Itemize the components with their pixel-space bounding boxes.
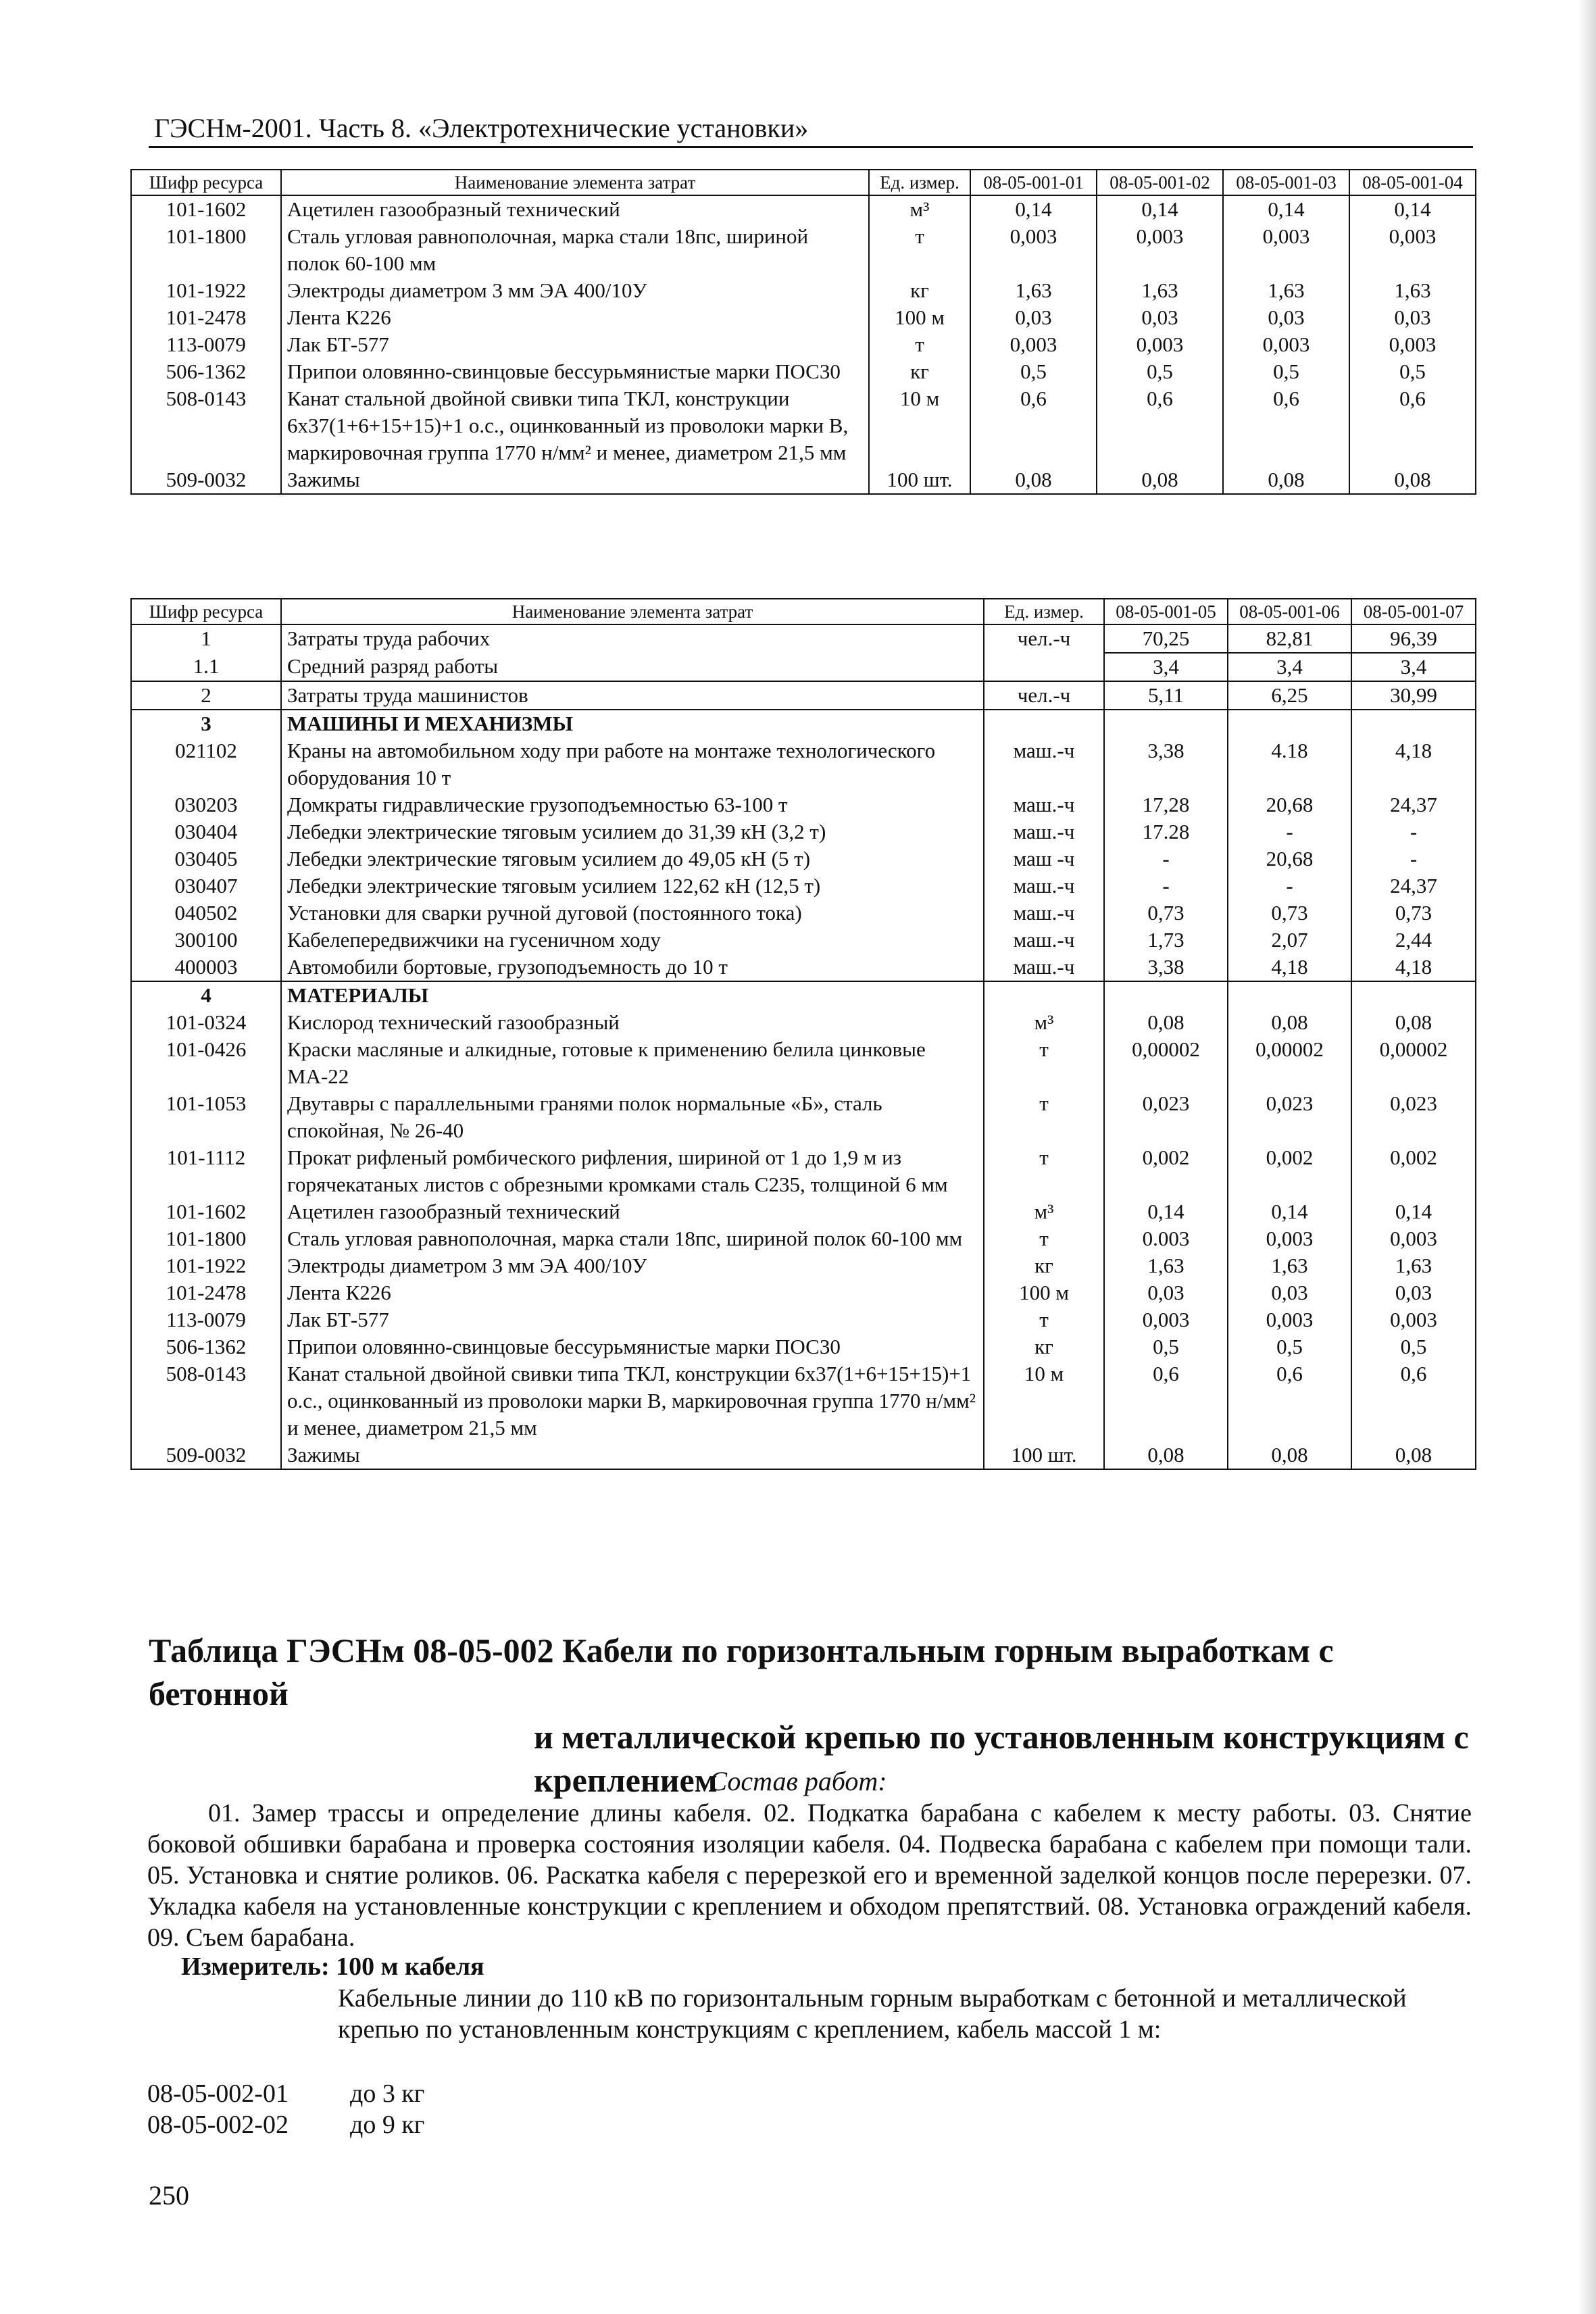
table-row — [131, 1252, 1476, 1279]
header-col2: 08-05-001-06 — [1228, 599, 1351, 624]
cell-name: Сталь угловая равнополочная, марка стали 18пс, шириной полок 60-100 мм — [281, 223, 869, 277]
cell-name: Лебедки электрические тяговым усилием 122,62 кН (12,5 т) — [281, 872, 984, 900]
cell-value: 0,003 — [970, 223, 1097, 277]
cell-name: Домкраты гидравлические грузоподъемностью 63-100 т — [281, 791, 984, 818]
cell-name: Электроды диаметром 3 мм ЭА 400/10У — [281, 277, 869, 304]
cell-unit: кг — [869, 277, 970, 304]
table-row — [131, 900, 1476, 927]
cell-value: 24,37 — [1351, 791, 1476, 818]
cell-name: Автомобили бортовые, грузоподъемность до 10 т — [281, 954, 984, 981]
cell-value: 3,4 — [1228, 653, 1351, 681]
header-col1: 08-05-001-05 — [1104, 599, 1228, 624]
cell-unit: маш.-ч — [984, 872, 1104, 900]
header-code: Шифр ресурса — [131, 170, 281, 195]
page-edge-shadow — [1578, 0, 1596, 2314]
cell-unit: 10 м — [869, 385, 970, 466]
cell-name: Краны на автомобильном ходу при работе на монтаже технологического оборудования 10 т — [281, 737, 984, 791]
cell-value: 4,18 — [1228, 954, 1351, 981]
cell-value: - — [1228, 872, 1351, 900]
cell-value: 17.28 — [1104, 818, 1228, 845]
table-row — [131, 1442, 1476, 1469]
cell-name: Прокат рифленый ромбического рифления, шириной от 1 до 1,9 м из горячекатаных листов с обрезными кромками сталь С235, толщиной 6 мм — [281, 1144, 984, 1198]
header-col4: 08-05-001-04 — [1349, 170, 1476, 195]
cell-value: 0,003 — [1351, 1306, 1476, 1333]
cell-value: - — [1351, 845, 1476, 872]
cell-value: 1,63 — [1223, 277, 1349, 304]
cell-value: 1,63 — [1349, 277, 1476, 304]
cell-value: 4,18 — [1351, 954, 1476, 981]
table-row — [131, 845, 1476, 872]
cell-value: 0,003 — [1351, 1225, 1476, 1252]
cell-code: 021102 — [131, 737, 281, 791]
cell-unit: маш.-ч — [984, 791, 1104, 818]
cell-unit: кг — [869, 358, 970, 385]
cell-value: 0,5 — [1104, 1333, 1228, 1360]
cell-code: 101-1053 — [131, 1090, 281, 1144]
cell-code: 040502 — [131, 900, 281, 927]
cell-value: 0,023 — [1351, 1090, 1476, 1144]
cell-value: 1,63 — [1351, 1252, 1476, 1279]
cell-code: 101-1800 — [131, 223, 281, 277]
cell-value: 0,03 — [1228, 1279, 1351, 1306]
cell-value: 0,00002 — [1104, 1036, 1228, 1090]
cell-name: Сталь угловая равнополочная, марка стали 18пс, шириной полок 60-100 мм — [281, 1225, 984, 1252]
cell-value: 0,14 — [1223, 195, 1349, 223]
table-row — [131, 358, 1476, 385]
cell-code: 113-0079 — [131, 331, 281, 358]
table-row — [131, 331, 1476, 358]
cell-name: Затраты труда машинистов — [281, 681, 984, 710]
cell-unit: т — [984, 1036, 1104, 1090]
cell-value: 0,08 — [1351, 1009, 1476, 1036]
cell-code: 2 — [131, 681, 281, 710]
cell-value — [1228, 981, 1351, 1009]
cell-unit: 10 м — [984, 1360, 1104, 1442]
cell-value: 24,37 — [1351, 872, 1476, 900]
header-name: Наименование элемента затрат — [281, 599, 984, 624]
cell-value: 0,00002 — [1228, 1036, 1351, 1090]
cell-name: МАШИНЫ И МЕХАНИЗМЫ — [281, 710, 984, 737]
cell-value: 0,003 — [1228, 1225, 1351, 1252]
cell-name: Установки для сварки ручной дуговой (постоянного тока) — [281, 900, 984, 927]
cell-value: 0,003 — [1349, 223, 1476, 277]
table-row — [131, 1360, 1476, 1442]
cell-value: 0,73 — [1104, 900, 1228, 927]
cell-value: 2,07 — [1228, 927, 1351, 954]
cell-value: 20,68 — [1228, 791, 1351, 818]
cell-value: 0,5 — [1349, 358, 1476, 385]
cell-code: 101-2478 — [131, 1279, 281, 1306]
cell-value: - — [1351, 818, 1476, 845]
cell-code: 030405 — [131, 845, 281, 872]
running-title: ГЭСНм-2001. Часть 8. «Электротехнические установки» — [154, 113, 809, 143]
cell-code: 300100 — [131, 927, 281, 954]
cell-value: 0,14 — [1228, 1198, 1351, 1225]
cell-name: Канат стальной двойной свивки типа ТКЛ, конструкции 6х37(1+6+15+15)+1 о.с., оцинкованный из проволоки марки В, маркировочная группа 1770 н/мм² и менее, диаметром 21,5 мм — [281, 1360, 984, 1442]
cell-value — [1351, 710, 1476, 737]
cell-value: 0,003 — [1228, 1306, 1351, 1333]
section-title-line: креплением — [534, 1761, 718, 1799]
cell-unit: маш.-ч — [984, 954, 1104, 981]
norm-code-row — [147, 2110, 424, 2140]
cell-value: 0,00002 — [1351, 1036, 1476, 1090]
composition-text: 01. Замер трассы и определение длины кабеля. 02. Подкатка барабана с кабелем к месту работы. 03. Снятие боковой обшивки барабана и проверка состояния изоляции кабеля. 04. Подвеска барабана с кабелем при помощи тали. 05. Установка и снятие роликов. 06. Раскатка кабеля с перерезкой его и временной заделкой концов после перерезки. 07. Укладка кабеля на установленные конструкции с креплением и обходом препятствий. 08. Установка ограждений кабеля. 09. Съем барабана. — [147, 1799, 1472, 1952]
cell-value: - — [1104, 872, 1228, 900]
table-row — [131, 710, 1476, 737]
cell-code: 101-1602 — [131, 195, 281, 223]
cell-name: Ацетилен газообразный технический — [281, 195, 869, 223]
norm-code: 08-05-002-02 — [147, 2111, 289, 2139]
cell-code: 509-0032 — [131, 1442, 281, 1469]
cell-unit: т — [984, 1144, 1104, 1198]
cell-code: 101-1922 — [131, 277, 281, 304]
cell-value: 0,03 — [1097, 304, 1223, 331]
cell-unit: т — [869, 223, 970, 277]
cell-unit — [984, 653, 1104, 681]
table-row — [131, 1144, 1476, 1198]
cell-value: 0,08 — [1228, 1442, 1351, 1469]
cell-name: Лента К226 — [281, 304, 869, 331]
cell-unit: 100 шт. — [984, 1442, 1104, 1469]
cell-name: Лента К226 — [281, 1279, 984, 1306]
cell-unit: 100 м — [984, 1279, 1104, 1306]
cell-name: Канат стальной двойной свивки типа ТКЛ, конструкции 6х37(1+6+15+15)+1 о.с., оцинкованный из проволоки марки В, маркировочная группа 1770 н/мм² и менее, диаметром 21,5 мм — [281, 385, 869, 466]
cell-unit: т — [984, 1090, 1104, 1144]
cell-unit: 100 м — [869, 304, 970, 331]
header-col1: 08-05-001-01 — [970, 170, 1097, 195]
cell-value: 0,08 — [1351, 1442, 1476, 1469]
cell-value: - — [1104, 845, 1228, 872]
cell-code: 030404 — [131, 818, 281, 845]
cell-code: 508-0143 — [131, 385, 281, 466]
table-row — [131, 385, 1476, 466]
cell-value: 0,14 — [970, 195, 1097, 223]
cell-name: Кислород технический газообразный — [281, 1009, 984, 1036]
cell-value: 0,003 — [1097, 331, 1223, 358]
cell-value: 0,6 — [1104, 1360, 1228, 1442]
cell-unit: т — [984, 1306, 1104, 1333]
cell-value: 0,03 — [1349, 304, 1476, 331]
cell-value: 0,5 — [1223, 358, 1349, 385]
cell-value: 0,6 — [1223, 385, 1349, 466]
cell-value: 0,03 — [1351, 1279, 1476, 1306]
cell-code: 101-1112 — [131, 1144, 281, 1198]
table-row — [131, 737, 1476, 791]
cell-value: 0,5 — [1228, 1333, 1351, 1360]
cell-value: 0,08 — [1223, 466, 1349, 494]
cell-value: 0,03 — [970, 304, 1097, 331]
cell-value: 0,6 — [1349, 385, 1476, 466]
cell-code: 508-0143 — [131, 1360, 281, 1442]
cell-name: Ацетилен газообразный технический — [281, 1198, 984, 1225]
table-row — [131, 1009, 1476, 1036]
cell-name: Зажимы — [281, 1442, 984, 1469]
header-unit: Ед. измер. — [984, 599, 1104, 624]
header-col3: 08-05-001-03 — [1223, 170, 1349, 195]
header-col3: 08-05-001-07 — [1351, 599, 1476, 624]
cell-unit: т — [984, 1225, 1104, 1252]
norm-code-row — [147, 2079, 424, 2109]
cell-value: 3,38 — [1104, 954, 1228, 981]
cell-value: 96,39 — [1351, 624, 1476, 653]
cable-description: Кабельные линии до 110 кВ по горизонтальным горным выработкам с бетонной и металлической крепью по установленным конструкциям с креплением, кабель массой 1 м: — [338, 1984, 1407, 2044]
cell-value: 3,38 — [1104, 737, 1228, 791]
cell-value: 0,08 — [970, 466, 1097, 494]
cell-name: МАТЕРИАЛЫ — [281, 981, 984, 1009]
cell-name: Затраты труда рабочих — [281, 624, 984, 653]
header-col2: 08-05-001-02 — [1097, 170, 1223, 195]
cell-name: Средний разряд работы — [281, 653, 984, 681]
page-number: 250 — [149, 2180, 189, 2211]
cell-unit: кг — [984, 1333, 1104, 1360]
table-row — [131, 624, 1476, 653]
cell-unit: маш.-ч — [984, 900, 1104, 927]
cell-value: 0,003 — [1097, 223, 1223, 277]
cell-code: 101-2478 — [131, 304, 281, 331]
cell-value: 1,63 — [1097, 277, 1223, 304]
cell-value: 0,08 — [1097, 466, 1223, 494]
cell-value: 0,03 — [1223, 304, 1349, 331]
header-rule — [149, 146, 1473, 148]
cell-value — [1351, 981, 1476, 1009]
cell-value: 6,25 — [1228, 681, 1351, 710]
cell-name: Припои оловянно-свинцовые бессурьмянистые марки ПОС30 — [281, 358, 869, 385]
cell-code: 113-0079 — [131, 1306, 281, 1333]
cell-value — [1228, 710, 1351, 737]
cell-value: 20,68 — [1228, 845, 1351, 872]
cell-value: 0,73 — [1228, 900, 1351, 927]
cell-value: 0,003 — [970, 331, 1097, 358]
table-body — [131, 195, 1476, 494]
table-row — [131, 1225, 1476, 1252]
cell-value: 0.003 — [1104, 1225, 1228, 1252]
table-row — [131, 277, 1476, 304]
table-row — [131, 304, 1476, 331]
cell-value: 0,08 — [1104, 1009, 1228, 1036]
cell-code: 506-1362 — [131, 358, 281, 385]
cell-value: 70,25 — [1104, 624, 1228, 653]
table-row — [131, 1279, 1476, 1306]
cell-value: 0,002 — [1351, 1144, 1476, 1198]
cell-value — [1104, 981, 1228, 1009]
cell-value: 0,003 — [1223, 331, 1349, 358]
cell-unit: чел.-ч — [984, 681, 1104, 710]
cell-value: 0,6 — [1351, 1360, 1476, 1442]
composition-label: Состав работ: — [709, 1766, 887, 1796]
cell-unit: маш.-ч — [984, 927, 1104, 954]
table-row — [131, 791, 1476, 818]
cell-unit: м³ — [869, 195, 970, 223]
cell-code: 030203 — [131, 791, 281, 818]
resource-table-2 — [130, 598, 1476, 1470]
header-unit: Ед. измер. — [869, 170, 970, 195]
cell-code: 509-0032 — [131, 466, 281, 494]
cell-unit: чел.-ч — [984, 624, 1104, 653]
cell-value: 17,28 — [1104, 791, 1228, 818]
cell-value — [1104, 710, 1228, 737]
cell-code: 101-1602 — [131, 1198, 281, 1225]
cell-code: 101-0426 — [131, 1036, 281, 1090]
resource-table-1 — [130, 169, 1476, 495]
cell-value: 4,18 — [1351, 737, 1476, 791]
cell-code: 101-0324 — [131, 1009, 281, 1036]
cell-code: 101-1922 — [131, 1252, 281, 1279]
cell-value: 3,4 — [1351, 653, 1476, 681]
cell-value: 0,14 — [1097, 195, 1223, 223]
cell-value: 0,6 — [1097, 385, 1223, 466]
cell-value: 0,023 — [1104, 1090, 1228, 1144]
cell-value: 0,5 — [1097, 358, 1223, 385]
section-title-line: и металлической крепью по установленным конструкциям с — [534, 1718, 1469, 1756]
table-row — [131, 1306, 1476, 1333]
cell-value: - — [1228, 818, 1351, 845]
cell-unit — [984, 981, 1104, 1009]
cell-name: Лебедки электрические тяговым усилием до 31,39 кН (3,2 т) — [281, 818, 984, 845]
cell-unit: кг — [984, 1252, 1104, 1279]
cell-unit: маш -ч — [984, 845, 1104, 872]
table-header-row — [131, 599, 1476, 624]
cell-value: 2,44 — [1351, 927, 1476, 954]
cell-value: 0,023 — [1228, 1090, 1351, 1144]
table-row — [131, 1333, 1476, 1360]
table-row — [131, 872, 1476, 900]
table-row — [131, 223, 1476, 277]
cell-unit: маш.-ч — [984, 818, 1104, 845]
cell-code: 1 — [131, 624, 281, 653]
cell-value: 0,5 — [970, 358, 1097, 385]
cell-unit: 100 шт. — [869, 466, 970, 494]
cell-value: 0,003 — [1223, 223, 1349, 277]
cell-value: 5,11 — [1104, 681, 1228, 710]
cell-name: Лак БТ-577 — [281, 331, 869, 358]
cell-value: 1,63 — [1228, 1252, 1351, 1279]
cell-code: 3 — [131, 710, 281, 737]
table-row — [131, 653, 1476, 681]
norm-code: 08-05-002-01 — [147, 2079, 289, 2108]
table-row — [131, 466, 1476, 494]
cell-value: 0,003 — [1349, 331, 1476, 358]
cell-name: Лебедки электрические тяговым усилием до 49,05 кН (5 т) — [281, 845, 984, 872]
cell-code: 101-1800 — [131, 1225, 281, 1252]
cell-unit — [984, 710, 1104, 737]
cell-value: 0,6 — [1228, 1360, 1351, 1442]
table-row — [131, 981, 1476, 1009]
cell-value: 0,14 — [1351, 1198, 1476, 1225]
cell-name: Лак БТ-577 — [281, 1306, 984, 1333]
cell-value: 1,63 — [970, 277, 1097, 304]
cell-value: 0,73 — [1351, 900, 1476, 927]
cell-unit: т — [869, 331, 970, 358]
cell-value: 3,4 — [1104, 653, 1228, 681]
cell-value: 1,63 — [1104, 1252, 1228, 1279]
table-row — [131, 1090, 1476, 1144]
cell-value: 0,5 — [1351, 1333, 1476, 1360]
header-code: Шифр ресурса — [131, 599, 281, 624]
cell-name: Припои оловянно-свинцовые бессурьмянистые марки ПОС30 — [281, 1333, 984, 1360]
cell-code: 030407 — [131, 872, 281, 900]
cell-value: 0,03 — [1104, 1279, 1228, 1306]
cell-value: 0,002 — [1228, 1144, 1351, 1198]
table-row — [131, 954, 1476, 981]
table-row — [131, 195, 1476, 223]
table-row — [131, 1198, 1476, 1225]
cell-code: 400003 — [131, 954, 281, 981]
cell-unit: м³ — [984, 1009, 1104, 1036]
cell-value: 82,81 — [1228, 624, 1351, 653]
table-row — [131, 818, 1476, 845]
table-row — [131, 927, 1476, 954]
cell-name: Двутавры с параллельными гранями полок нормальные «Б», сталь спокойная, № 26-40 — [281, 1090, 984, 1144]
cell-name: Зажимы — [281, 466, 869, 494]
cell-value: 0,003 — [1104, 1306, 1228, 1333]
cell-value: 0,6 — [970, 385, 1097, 466]
table-header-row — [131, 170, 1476, 195]
table-row — [131, 1036, 1476, 1090]
meter-label: Измеритель: 100 м кабеля — [181, 1952, 484, 1981]
norm-desc: до 9 кг — [350, 2111, 425, 2139]
table-body — [131, 624, 1476, 1469]
cell-value: 1,73 — [1104, 927, 1228, 954]
cell-code: 506-1362 — [131, 1333, 281, 1360]
cell-value: 0,14 — [1349, 195, 1476, 223]
cell-code: 4 — [131, 981, 281, 1009]
cell-name: Краски масляные и алкидные, готовые к применению белила цинковые МА-22 — [281, 1036, 984, 1090]
cell-unit: м³ — [984, 1198, 1104, 1225]
cell-value: 4.18 — [1228, 737, 1351, 791]
cell-unit: маш.-ч — [984, 737, 1104, 791]
cell-code: 1.1 — [131, 653, 281, 681]
cell-value: 30,99 — [1351, 681, 1476, 710]
cell-name: Электроды диаметром 3 мм ЭА 400/10У — [281, 1252, 984, 1279]
norm-desc: до 3 кг — [350, 2079, 425, 2108]
section-title-line: Таблица ГЭСНм 08-05-002 Кабели по горизонтальным горным выработкам с бетонной — [149, 1631, 1334, 1713]
cell-value: 0,08 — [1228, 1009, 1351, 1036]
cell-value: 0,08 — [1349, 466, 1476, 494]
cell-name: Кабелепередвижчики на гусеничном ходу — [281, 927, 984, 954]
cell-value: 0,002 — [1104, 1144, 1228, 1198]
header-name: Наименование элемента затрат — [281, 170, 869, 195]
cell-value: 0,14 — [1104, 1198, 1228, 1225]
cell-value: 0,08 — [1104, 1442, 1228, 1469]
table-row — [131, 681, 1476, 710]
